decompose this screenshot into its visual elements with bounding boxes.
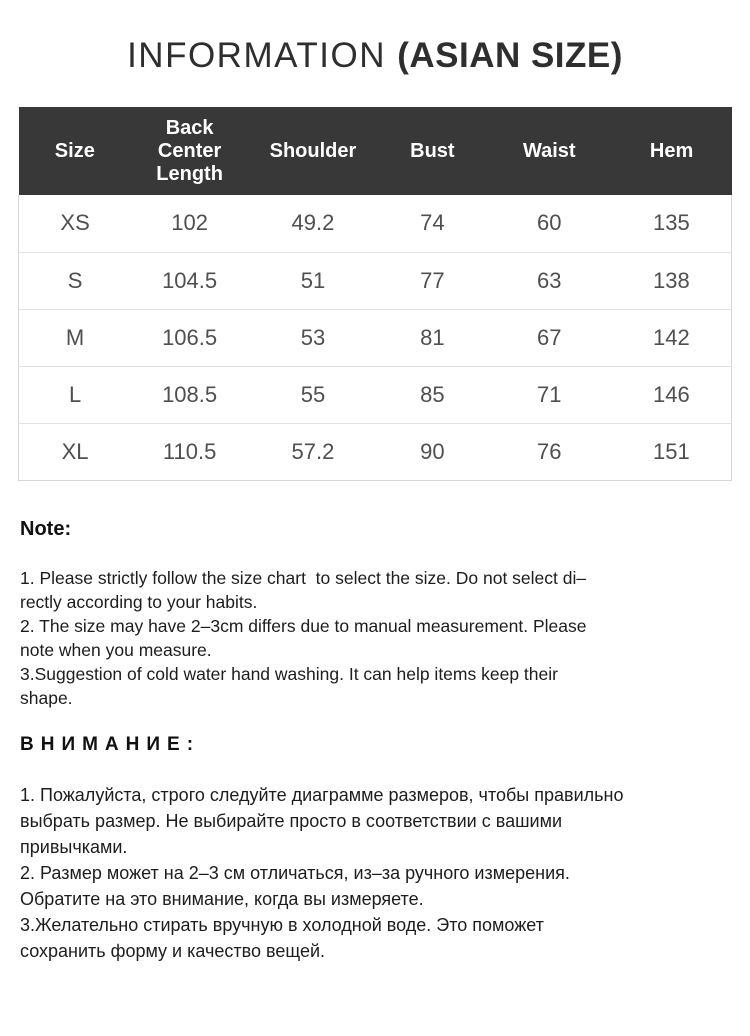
measurement-cell: 108.5 [131,366,248,423]
measurement-cell: 77 [378,252,487,309]
size-cell: XL [19,423,132,480]
attention-line: сохранить форму и качество вещей. [20,940,326,961]
column-header-size: Size [19,107,132,195]
note-heading: Note: [20,517,72,540]
measurement-cell: 110.5 [131,423,248,480]
title-regular-text: INFORMATION [127,36,398,75]
attention-line: Обратите на это внимание, когда вы измеряете. [20,888,424,909]
note-line: 1. Please strictly follow the size chart to select the size. Do not select di– [20,567,587,588]
measurement-cell: 51 [248,252,378,309]
measurement-cell: 71 [487,366,612,423]
table-header-row [19,107,732,195]
measurement-cell: 74 [378,195,487,252]
measurement-cell: 63 [487,252,612,309]
attention-line: 3.Желательно стирать вручную в холодной воде. Это поможет [20,914,544,935]
measurement-cell: 57.2 [248,423,378,480]
column-header-hem: Hem [612,107,732,195]
note-section [20,518,730,710]
size-cell: S [19,252,132,309]
measurement-cell: 135 [612,195,732,252]
size-cell: XS [19,195,132,252]
measurement-cell: 67 [487,309,612,366]
note-line: note when you measure. [20,639,212,660]
note-line: 3.Suggestion of cold water hand washing. It can help items keep their [20,663,558,684]
table-row-l [19,366,732,423]
size-cell: M [19,309,132,366]
attention-line: 2. Размер может на 2–3 см отличаться, из–за ручного измерения. [20,862,570,883]
page-title [0,36,750,76]
measurement-cell: 55 [248,366,378,423]
attention-paragraph [20,782,730,964]
measurement-cell: 142 [612,309,732,366]
note-paragraph [20,566,730,710]
measurement-cell: 76 [487,423,612,480]
measurement-cell: 102 [131,195,248,252]
column-header-bust: Bust [378,107,487,195]
note-line: 2. The size may have 2–3cm differs due to manual measurement. Please [20,615,587,636]
measurement-cell: 146 [612,366,732,423]
attention-line: выбрать размер. Не выбирайте просто в соответствии с вашими [20,810,563,831]
measurement-cell: 151 [612,423,732,480]
column-header-back-center-length: Back Center Length [131,107,248,195]
table-row-m [19,309,732,366]
size-cell: L [19,366,132,423]
title-bold-text: (ASIAN SIZE) [397,36,623,75]
text-sections [20,518,730,964]
measurement-cell: 81 [378,309,487,366]
note-line: shape. [20,687,73,708]
measurement-cell: 53 [248,309,378,366]
table-row-xl [19,423,732,480]
size-chart-table [18,107,732,481]
measurement-cell: 90 [378,423,487,480]
measurement-cell: 138 [612,252,732,309]
attention-line: привычками. [20,836,128,857]
measurement-cell: 60 [487,195,612,252]
attention-heading: ВНИМАНИЕ: [20,733,201,755]
attention-section [20,734,730,964]
measurement-cell: 85 [378,366,487,423]
size-info-page [0,36,750,964]
note-line: rectly according to your habits. [20,591,258,612]
column-header-shoulder: Shoulder [248,107,378,195]
attention-line: 1. Пожалуйста, строго следуйте диаграмме размеров, чтобы правильно [20,784,624,805]
column-header-waist: Waist [487,107,612,195]
measurement-cell: 104.5 [131,252,248,309]
measurement-cell: 106.5 [131,309,248,366]
measurement-cell: 49.2 [248,195,378,252]
table-row-s [19,252,732,309]
table-row-xs [19,195,732,252]
